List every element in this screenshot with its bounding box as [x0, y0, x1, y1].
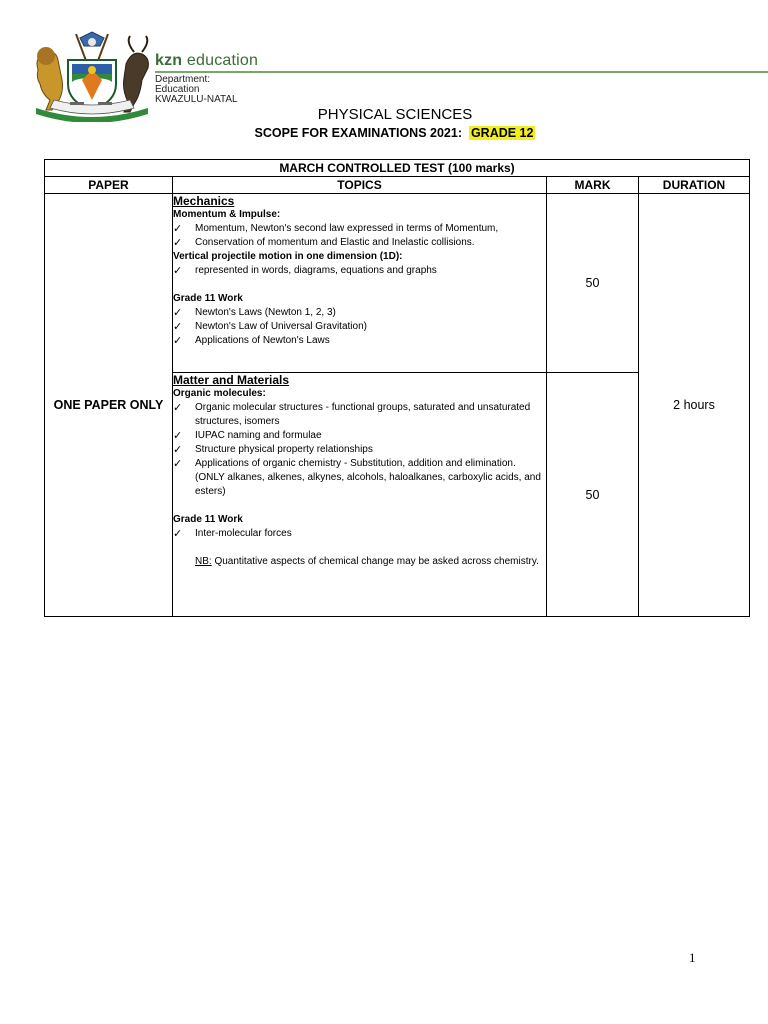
list-item: ✓ Structure physical property relationships [173, 444, 373, 456]
section-title: Mechanics [173, 194, 235, 208]
checkmark-icon: ✓ [173, 265, 183, 277]
list-item: ✓ Newton's Law of Universal Gravitation) [173, 321, 367, 333]
mark-matter: 50 [547, 373, 639, 617]
checkmark-icon: ✓ [173, 458, 183, 470]
brand-education: education [182, 52, 259, 69]
grade-highlight: GRADE 12 [470, 126, 534, 140]
nb-label: NB: [195, 556, 212, 567]
list-item: ✓ Newton's Laws (Newton 1, 2, 3) [173, 307, 336, 319]
dept-line: Education [155, 84, 200, 95]
list-item: ✓ Inter-molecular forces [173, 528, 292, 540]
brand-kzn: kzn [155, 52, 183, 69]
document-subtitle [0, 126, 768, 140]
subheading: Grade 11 Work [173, 293, 243, 304]
subheading: Momentum & Impulse: [173, 209, 281, 220]
list-item: ✓ Momentum, Newton's second law expressed in terms of Momentum, [173, 223, 499, 235]
subheading: Vertical projectile motion in one dimension (1D): [173, 251, 403, 262]
subheading: Grade 11 Work [173, 514, 243, 525]
brand-name [155, 52, 258, 70]
table-header-row [45, 177, 750, 194]
checkmark-icon: ✓ [173, 430, 183, 442]
table-row-mechanics [45, 194, 750, 373]
checkmark-icon: ✓ [173, 237, 183, 249]
brand-divider [155, 71, 768, 73]
list-item: ✓ Conservation of momentum and Elastic and Inelastic collisions. [173, 237, 475, 249]
nb-text: Quantitative aspects of chemical change may be asked across chemistry. [211, 556, 539, 567]
dept-line: KWAZULU-NATAL [155, 94, 238, 105]
mark-mechanics: 50 [547, 194, 639, 373]
checkmark-icon: ✓ [173, 223, 183, 235]
list-item: ✓ Applications of organic chemistry - Substitution, addition and elimination. [173, 458, 516, 470]
checkmark-icon: ✓ [173, 321, 183, 333]
list-item: ✓ Organic molecular structures - functional groups, saturated and unsaturated structures, isomers [173, 402, 531, 427]
department-block [155, 75, 238, 105]
topics-matter-and-materials [173, 373, 547, 617]
topics-mechanics [173, 194, 547, 373]
checkmark-icon: ✓ [173, 444, 183, 456]
col-header-duration: DURATION [639, 177, 750, 194]
subtitle-text: SCOPE FOR EXAMINATIONS 2021: [254, 126, 462, 140]
paper-cell: ONE PAPER ONLY [45, 194, 173, 617]
checkmark-icon: ✓ [173, 402, 183, 414]
list-item: ✓ represented in words, diagrams, equations and graphs [173, 265, 437, 277]
list-item-continued: (ONLY alkanes, alkenes, alkynes, alcohols, haloalkanes, carboxylic acids, and esters) [195, 472, 541, 497]
col-header-topics: TOPICS [173, 177, 547, 194]
checkmark-icon: ✓ [173, 335, 183, 347]
table-caption: MARCH CONTROLLED TEST (100 marks) [45, 160, 750, 177]
nb-note [173, 555, 546, 569]
document-title: PHYSICAL SCIENCES [317, 106, 473, 123]
duration-cell: 2 hours [639, 194, 750, 617]
page-number: 1 [689, 950, 696, 965]
section-title: Matter and Materials [173, 373, 290, 387]
checkmark-icon: ✓ [173, 528, 183, 540]
checkmark-icon: ✓ [173, 307, 183, 319]
scope-table [44, 159, 750, 617]
dept-line: Department: [155, 74, 211, 85]
col-header-mark: MARK [547, 177, 639, 194]
col-header-paper: PAPER [45, 177, 173, 194]
subheading: Organic molecules: [173, 388, 266, 399]
list-item: ✓ IUPAC naming and formulae [173, 430, 322, 442]
list-item: ✓ Applications of Newton's Laws [173, 335, 330, 347]
